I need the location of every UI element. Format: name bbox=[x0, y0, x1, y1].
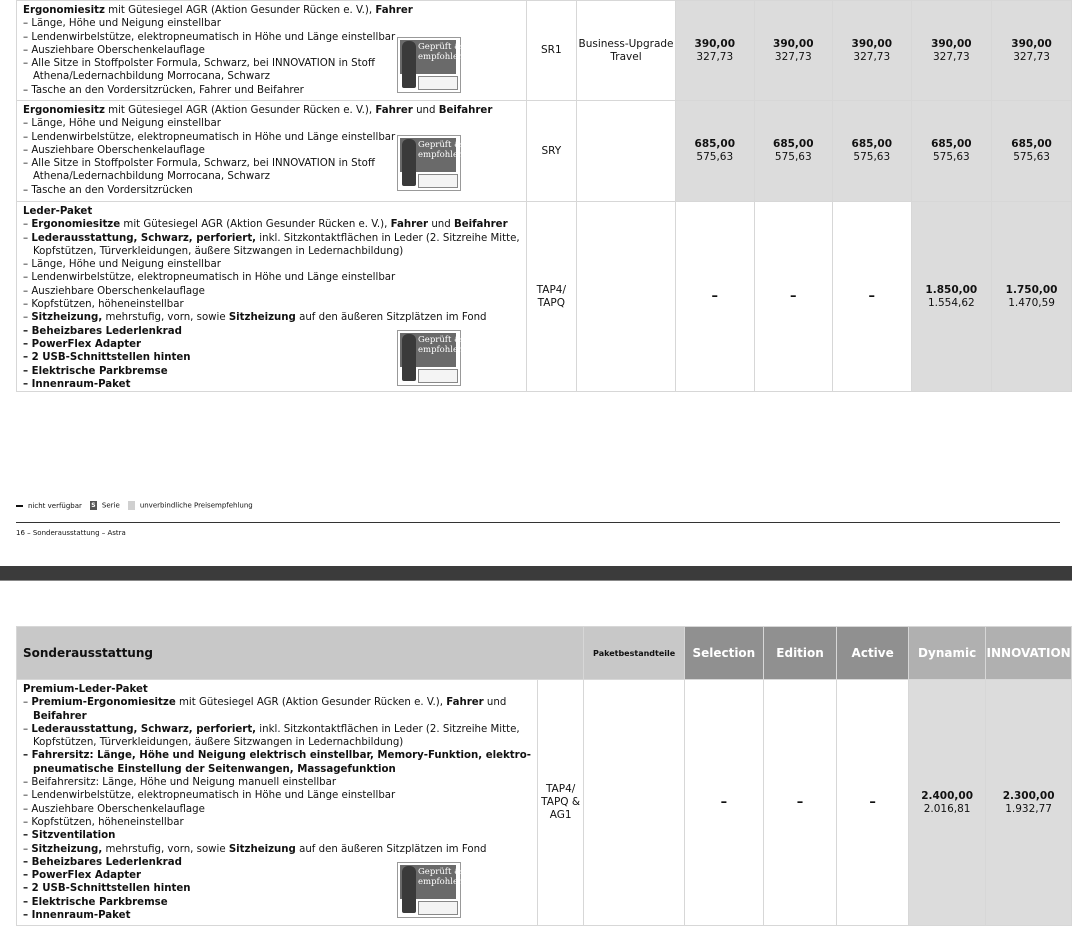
package-components: Business-Upgrade Travel bbox=[577, 1, 676, 101]
price-cell: 2.300,00 1.932,77 bbox=[986, 680, 1072, 926]
price-cell: 390,00 327,73 bbox=[833, 1, 912, 101]
price-cell: – bbox=[684, 680, 763, 926]
description-line: – Alle Sitze in Stoffpolster Formula, Schwarz, bei INNOVATION in Stoff bbox=[23, 58, 375, 70]
price-cell: 390,00 327,73 bbox=[911, 1, 992, 101]
description-line: – Tasche an den Vordersitzrücken, Fahrer und Beifahrer bbox=[23, 84, 304, 96]
description-line: – Lederausstattung, Schwarz, perforiert, inkl. Sitzkontaktflächen in Leder (2. Sitzreihe Mitte, bbox=[23, 723, 520, 735]
price-cell: 685,00 575,63 bbox=[754, 101, 833, 202]
price-cell: 2.400,00 2.016,81 bbox=[909, 680, 986, 926]
footer-rule bbox=[16, 522, 1060, 523]
description-line: – Ausziehbare Oberschenkelauflage bbox=[23, 44, 205, 56]
grey-swatch-icon bbox=[128, 501, 135, 510]
description-line: – Kopfstützen, höheneinstellbar bbox=[23, 816, 184, 828]
description-line: – Fahrersitz: Länge, Höhe und Neigung elektrisch einstellbar, Memory-Funktion, elektro- bbox=[23, 750, 531, 762]
table-row bbox=[17, 202, 1072, 392]
legend-price: unverbindliche Preisempfehlung bbox=[128, 501, 253, 510]
table-row bbox=[17, 1, 1072, 101]
legend-not-available: nicht verfügbar bbox=[16, 502, 82, 510]
legend bbox=[16, 501, 253, 510]
price-cell: – bbox=[676, 202, 755, 392]
description-line: – 2 USB-Schnittstellen hinten bbox=[23, 883, 191, 895]
price-cell: 390,00 327,73 bbox=[754, 1, 833, 101]
option-description bbox=[17, 101, 527, 202]
price-cell: 685,00 575,63 bbox=[911, 101, 992, 202]
description-line: – Lendenwirbelstütze, elektropneumatisch in Höhe und Länge einstellbar bbox=[23, 272, 396, 284]
description-line: – Innenraum-Paket bbox=[23, 910, 131, 922]
price-cell: 685,00 575,63 bbox=[676, 101, 755, 202]
description-line: Athena/Ledernachbildung Morrocana, Schwarz bbox=[33, 71, 271, 83]
package-components bbox=[577, 202, 676, 392]
description-line: – PowerFlex Adapter bbox=[23, 870, 142, 882]
description-line: Ergonomiesitz mit Gütesiegel AGR (Aktion Gesunder Rücken e. V.), Fahrer und Beifahrer bbox=[23, 105, 493, 116]
package-components bbox=[584, 680, 685, 926]
description-line: – Tasche an den Vordersitzrücken bbox=[23, 184, 193, 196]
header-trim-edition: Edition bbox=[763, 627, 837, 680]
option-code: TAP4/ TAPQ bbox=[526, 202, 576, 392]
description-line: – Lendenwirbelstütze, elektropneumatisch in Höhe und Länge einstellbar bbox=[23, 131, 396, 143]
option-description bbox=[17, 202, 527, 392]
description-line: – Innenraum-Paket bbox=[23, 378, 131, 390]
price-cell: 390,00 327,73 bbox=[992, 1, 1072, 101]
price-cell: 1.850,00 1.554,62 bbox=[911, 202, 992, 392]
header-trim-selection: Selection bbox=[684, 627, 763, 680]
price-cell: 1.750,00 1.470,59 bbox=[992, 202, 1072, 392]
description-line: – Sitzheizung, mehrstufig, vorn, sowie Sitzheizung auf den äußeren Sitzplätzen im Fond bbox=[23, 843, 487, 855]
description-line: Athena/Ledernachbildung Morrocana, Schwarz bbox=[33, 171, 271, 183]
price-cell: – bbox=[833, 202, 912, 392]
price-cell: 685,00 575,63 bbox=[992, 101, 1072, 202]
price-cell: – bbox=[837, 680, 909, 926]
top-options-table bbox=[16, 0, 1072, 392]
description-line: – Ausziehbare Oberschenkelauflage bbox=[23, 285, 205, 297]
description-line: – Sitzheizung, mehrstufig, vorn, sowie Sitzheizung auf den äußeren Sitzplätzen im Fond bbox=[23, 312, 487, 324]
bottom-options-table bbox=[16, 626, 1072, 926]
description-line: – Ergonomiesitze mit Gütesiegel AGR (Aktion Gesunder Rücken e. V.), Fahrer und Beifahrer bbox=[23, 219, 508, 231]
option-code: SRY bbox=[526, 101, 576, 202]
agr-seal-icon: Geprüft & empfohlen bbox=[397, 330, 461, 386]
table-row bbox=[17, 101, 1072, 202]
header-trim-innovation: INNOVATION bbox=[986, 627, 1072, 680]
price-cell: 390,00 327,73 bbox=[676, 1, 755, 101]
description-line: Kopfstützen, Türverkleidungen, äußere Sitzwangen in Ledernachbildung) bbox=[33, 245, 404, 257]
description-line: Leder-Paket bbox=[23, 206, 93, 217]
price-cell: – bbox=[754, 202, 833, 392]
table-header-row bbox=[17, 627, 1072, 680]
page-footer: 16 – Sonderausstattung – Astra bbox=[16, 529, 126, 537]
description-line: Kopfstützen, Türverkleidungen, äußere Sitzwangen in Ledernachbildung) bbox=[33, 737, 404, 749]
page-separator bbox=[0, 566, 1072, 581]
description-line: – Beheizbares Lederlenkrad bbox=[23, 856, 182, 868]
price-cell: 685,00 575,63 bbox=[833, 101, 912, 202]
price-cell: – bbox=[763, 680, 837, 926]
description-line: – Ausziehbare Oberschenkelauflage bbox=[23, 803, 205, 815]
description-line: – Beifahrersitz: Länge, Höhe und Neigung manuell einstellbar bbox=[23, 777, 337, 789]
description-line: – Länge, Höhe und Neigung einstellbar bbox=[23, 259, 221, 271]
description-line: – Premium-Ergonomiesitze mit Gütesiegel AGR (Aktion Gesunder Rücken e. V.), Fahrer und bbox=[23, 697, 507, 709]
agr-seal-icon: Geprüft & empfohlen bbox=[397, 37, 461, 93]
description-line: – Sitzventilation bbox=[23, 830, 116, 842]
option-code: SR1 bbox=[526, 1, 576, 101]
dash-swatch-icon bbox=[16, 505, 23, 507]
description-line: – 2 USB-Schnittstellen hinten bbox=[23, 352, 191, 364]
header-trim-dynamic: Dynamic bbox=[909, 627, 986, 680]
table-row bbox=[17, 680, 1072, 926]
description-line: Beifahrer bbox=[33, 710, 87, 722]
serie-swatch-icon: S bbox=[91, 502, 96, 509]
package-components bbox=[577, 101, 676, 202]
header-trim-active: Active bbox=[837, 627, 909, 680]
description-line: – Lendenwirbelstütze, elektropneumatisch in Höhe und Länge einstellbar bbox=[23, 31, 396, 43]
description-line: – Kopfstützen, höheneinstellbar bbox=[23, 299, 184, 311]
description-line: – Beheizbares Lederlenkrad bbox=[23, 325, 182, 337]
legend-serie: S Serie bbox=[91, 501, 120, 510]
description-line: pneumatische Einstellung der Seitenwangen, Massagefunktion bbox=[33, 763, 396, 775]
description-line: – Länge, Höhe und Neigung einstellbar bbox=[23, 118, 221, 130]
description-line: Ergonomiesitz mit Gütesiegel AGR (Aktion Gesunder Rücken e. V.), Fahrer bbox=[23, 5, 413, 16]
header-paketbestandteile: Paketbestandteile bbox=[584, 627, 685, 680]
description-line: – Elektrische Parkbremse bbox=[23, 365, 168, 377]
description-line: – Elektrische Parkbremse bbox=[23, 896, 168, 908]
description-line: – PowerFlex Adapter bbox=[23, 338, 142, 350]
agr-seal-icon: Geprüft & empfohlen bbox=[397, 862, 461, 918]
header-sonderausstattung: Sonderausstattung bbox=[17, 627, 584, 680]
description-line: – Lederausstattung, Schwarz, perforiert, inkl. Sitzkontaktflächen in Leder (2. Sitzreihe Mitte, bbox=[23, 232, 520, 244]
description-line: – Lendenwirbelstütze, elektropneumatisch in Höhe und Länge einstellbar bbox=[23, 790, 396, 802]
option-description bbox=[17, 1, 527, 101]
option-description bbox=[17, 680, 538, 926]
agr-seal-icon: Geprüft & empfohlen bbox=[397, 135, 461, 191]
description-line: – Länge, Höhe und Neigung einstellbar bbox=[23, 18, 221, 30]
description-line: – Ausziehbare Oberschenkelauflage bbox=[23, 144, 205, 156]
option-code: TAP4/ TAPQ & AG1 bbox=[537, 680, 583, 926]
description-line: Premium-Leder-Paket bbox=[23, 684, 148, 695]
description-line: – Alle Sitze in Stoffpolster Formula, Schwarz, bei INNOVATION in Stoff bbox=[23, 158, 375, 170]
